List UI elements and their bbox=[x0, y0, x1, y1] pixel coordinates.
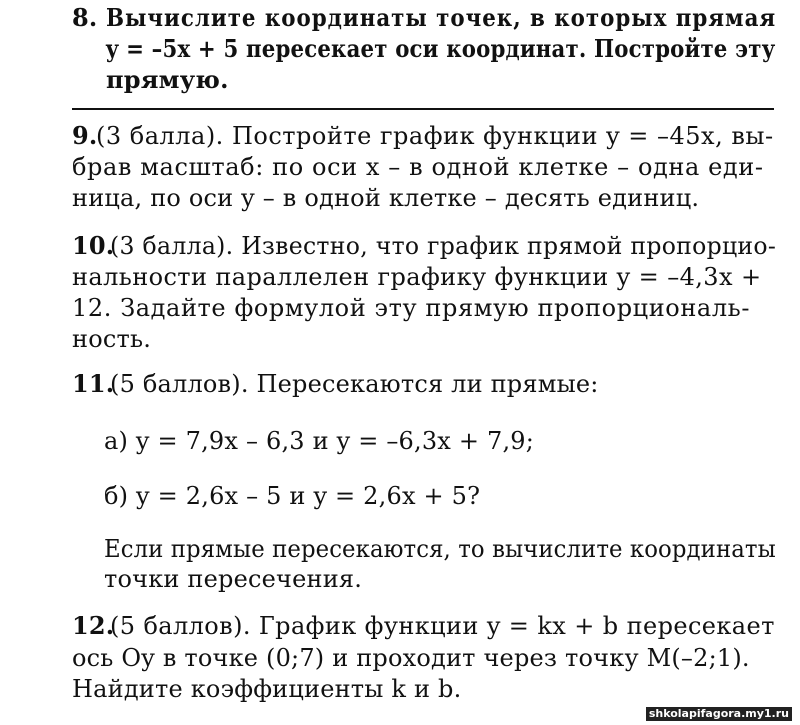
problem-9-number: 9. bbox=[72, 121, 98, 150]
problem-8-line-2: y = –5x + 5 пересекает оси координат. Постройте эту bbox=[106, 34, 776, 63]
problem-11-item-a: а) y = 7,9x – 6,3 и y = –6,3x + 7,9; bbox=[104, 427, 535, 455]
problem-12-number: 12. bbox=[72, 611, 115, 640]
problem-8-line-3: прямую. bbox=[106, 65, 229, 94]
problem-11-number: 11. bbox=[72, 369, 115, 398]
problem-11-line-1: (5 баллов). Пересекаются ли прямые: bbox=[110, 370, 599, 398]
problem-10-line-1: (3 балла). Известно, что график прямой пропорцио- bbox=[110, 232, 777, 260]
problem-8-line-1: Вычислите координаты точек, в которых прямая bbox=[106, 3, 777, 32]
problem-10-line-3: 12. Задайте формулой эту прямую пропорциональ- bbox=[72, 294, 751, 322]
problem-9-line-2: брав масштаб: по оси x – в одной клетке – одна еди- bbox=[72, 153, 764, 181]
problem-9-line-1: (3 балла). Постройте график функции y = –45x, вы- bbox=[96, 122, 774, 150]
problem-12-line-2: ось Oy в точке (0;7) и проходит через точку M(–2;1). bbox=[72, 644, 750, 672]
problem-11-item-b: б) y = 2,6x – 5 и y = 2,6x + 5? bbox=[104, 482, 481, 510]
problem-10-line-2: нальности параллелен графику функции y = –4,3x + bbox=[72, 263, 762, 291]
problem-12-line-1: (5 баллов). График функции y = kx + b пересекает bbox=[110, 612, 775, 640]
problem-10-number: 10. bbox=[72, 231, 115, 260]
problem-11-line-5: точки пересечения. bbox=[104, 565, 363, 593]
section-divider bbox=[72, 108, 774, 110]
site-watermark: shkolapifagora.my1.ru bbox=[646, 707, 792, 721]
problem-8-number: 8. bbox=[72, 3, 98, 32]
problem-9-line-3: ница, по оси y – в одной клетке – десять единиц. bbox=[72, 184, 700, 212]
problem-10-line-4: ность. bbox=[72, 325, 152, 353]
problem-11-line-4: Если прямые пересекаются, то вычислите координаты bbox=[104, 535, 776, 563]
problem-12-line-3: Найдите коэффициенты k и b. bbox=[72, 675, 462, 703]
